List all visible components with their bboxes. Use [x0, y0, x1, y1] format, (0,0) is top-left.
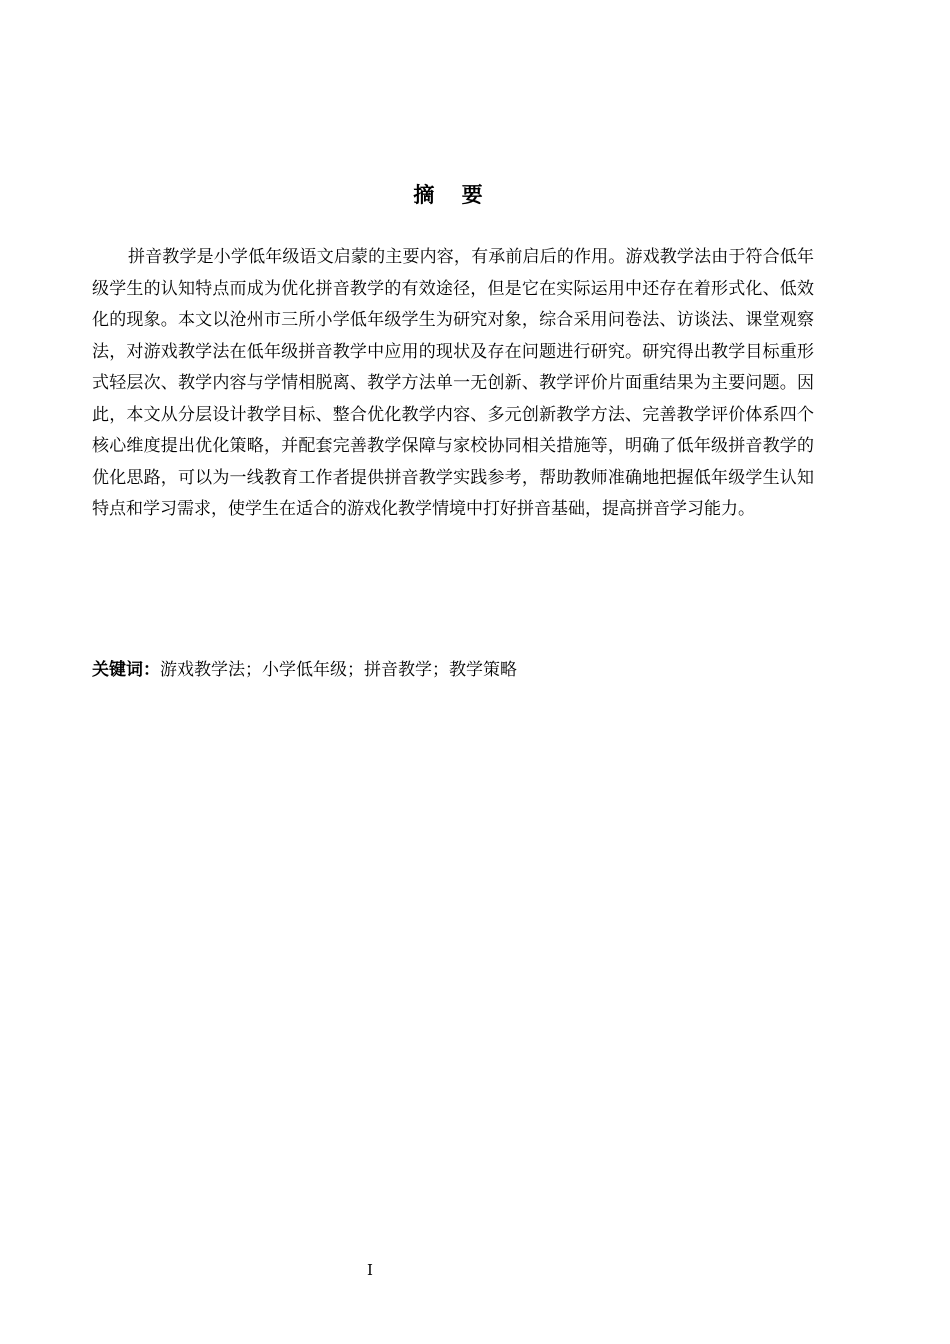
page-number: I — [367, 1261, 373, 1279]
abstract-title: 摘 要 — [413, 183, 493, 207]
keywords-line — [92, 655, 814, 685]
keywords-label: 关键词： — [92, 660, 160, 680]
keywords-text: 游戏教学法；小学低年级；拼音教学；教学策略 — [160, 660, 517, 680]
abstract-body: 拼音教学是小学低年级语文启蒙的主要内容，有承前启后的作用。游戏教学法由于符合低年级学生的认知特点而成为优化拼音教学的有效途径，但是它在实际运用中还存在着形式化、低效化的现象。本文以沧州市三所小学低年级学生为研究对象，综合采用问卷法、访谈法、课堂观察法，对游戏教学法在低年级拼音教学中应用的现状及存在问题进行研究。研究得出教学目标重形式轻层次、教学内容与学情相脱离、教学方法单一无创新、教学评价片面重结果为主要问题。因此，本文从分层设计教学目标、整合优化教学内容、多元创新教学方法、完善教学评价体系四个核心维度提出优化策略，并配套完善教学保障与家校协同相关措施等，明确了低年级拼音教学的优化思路，可以为一线教育工作者提供拼音教学实践参考，帮助教师准确地把握低年级学生认知特点和学习需求，使学生在适合的游戏化教学情境中打好拼音基础，提高拼音学习能力。 — [92, 247, 814, 519]
